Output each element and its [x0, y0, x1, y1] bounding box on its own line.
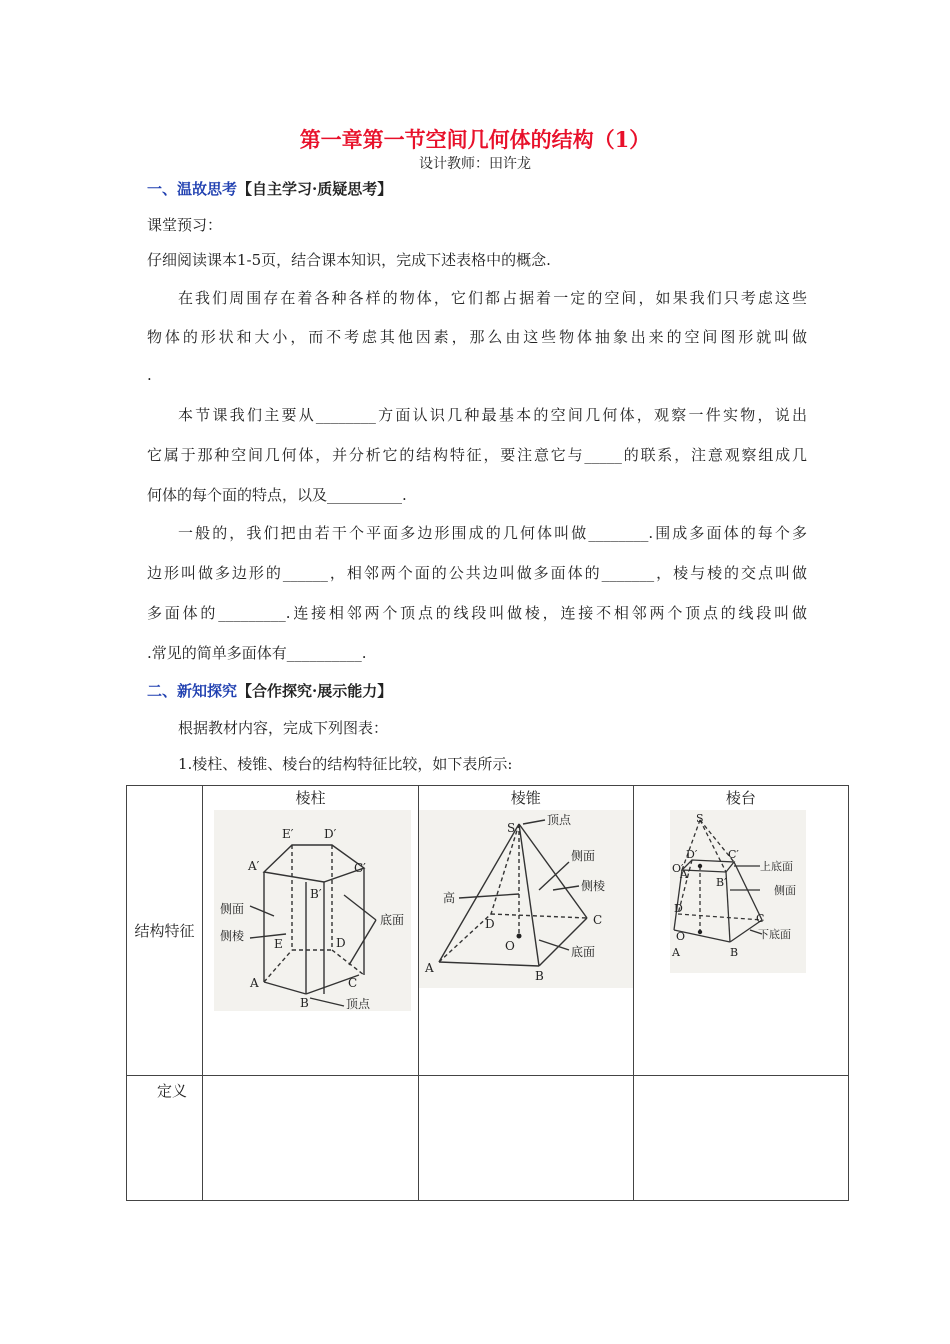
section-1-number: 一、温故思考: [147, 180, 238, 198]
frustum-label: D′: [685, 848, 698, 861]
pyramid-label: C: [592, 913, 602, 927]
prism-label: 侧棱: [220, 929, 245, 943]
frustum-header: 棱台: [725, 789, 756, 807]
section-2-tag: 【合作探究·展示能力】: [237, 682, 393, 700]
paragraph-2-line-3: 何体的每个面的特点，以及__________.: [147, 486, 407, 504]
pyramid-diagram: [419, 810, 633, 988]
prism-label: 侧面: [220, 902, 245, 916]
pyramid-label: 侧面: [570, 849, 595, 863]
section-2-heading: [147, 680, 392, 701]
frustum-diagram: [670, 810, 806, 973]
frustum-label: C: [755, 912, 765, 925]
pyramid-label: O: [504, 939, 515, 953]
reading-instruction: 仔细阅读课本1-5页，结合课本知识，完成下述表格中的概念.: [147, 251, 551, 269]
frustum-figure: [670, 810, 806, 973]
pyramid-label: A: [424, 961, 434, 975]
frustum-label: 侧面: [773, 884, 796, 897]
section-2-number: 二、新知探究: [147, 682, 238, 700]
frustum-definition-cell[interactable]: [633, 1076, 848, 1201]
table-row: [127, 1076, 849, 1201]
paragraph-3-line-4: .常见的简单多面体有__________.: [147, 644, 367, 662]
paragraph-1-line-1: 在我们周围存在着各种各样的物体，它们都占据着一定的空间，如果我们只考虑这些: [178, 289, 807, 307]
pyramid-label: D: [484, 917, 495, 931]
prism-label: B′: [310, 887, 322, 901]
prism-label: A′: [248, 859, 260, 873]
row-label-definition: 定义: [127, 1076, 203, 1201]
frustum-label: B: [729, 946, 738, 959]
row-label-structure: 结构特征: [127, 786, 203, 1076]
prism-label: B: [300, 996, 309, 1010]
frustum-label: 下底面: [757, 928, 791, 941]
paragraph-3-line-2: 边形叫做多边形的______，相邻两个面的公共边叫做多面体的_______，棱与棱的交点叫做: [147, 564, 807, 582]
paragraph-2-line-2: 它属于那种空间几何体，并分析它的结构特征，要注意它与_____的联系，注意观察组成几: [147, 446, 807, 464]
pyramid-definition-cell[interactable]: [418, 1076, 633, 1201]
frustum-label: 上底面: [759, 860, 793, 873]
section-2-item-1: 1.棱柱、棱锥、棱台的结构特征比较，如下表所示:: [178, 755, 513, 773]
designer-teacher: 设计教师：田许龙: [419, 156, 531, 172]
paragraph-3-line-3: 多面体的_________.连接相邻两个顶点的线段叫做棱，连接不相邻两个顶点的线段叫做: [147, 604, 807, 622]
prism-diagram: [214, 810, 411, 1011]
page-title: 第一章第一节空间几何体的结构（1）: [299, 127, 651, 152]
frustum-label: C′: [727, 848, 739, 861]
prism-figure: [214, 810, 411, 1011]
frustum-label: A′: [679, 868, 691, 881]
prism-label: A: [250, 976, 259, 990]
pyramid-label: 底面: [570, 945, 595, 959]
prism-label: 底面: [380, 913, 405, 927]
frustum-cell: [633, 786, 848, 1076]
pyramid-label: S: [506, 821, 516, 835]
prism-label: E′: [282, 827, 294, 841]
preview-label: 课堂预习：: [147, 216, 223, 234]
prism-label: D: [336, 936, 346, 950]
prism-label: E: [274, 937, 283, 951]
pyramid-label: 侧棱: [580, 879, 605, 893]
pyramid-header: 棱锥: [510, 789, 541, 807]
frustum-label: O′: [671, 862, 684, 875]
section-2-intro: 根据教材内容，完成下列图表：: [178, 719, 389, 737]
prism-header: 棱柱: [295, 789, 326, 807]
paragraph-2-line-1: 本节课我们主要从________方面认识几种最基本的空间几何体，观察一件实物，说出: [178, 406, 807, 424]
section-1-heading: [147, 178, 392, 199]
prism-label: D′: [324, 827, 337, 841]
prism-label: C: [348, 976, 358, 990]
pyramid-figure: [419, 810, 633, 988]
prism-cell: [203, 786, 419, 1076]
paragraph-1-line-3: .: [147, 366, 152, 384]
paragraph-1-line-2: 物体的形状和大小，而不考虑其他因素，那么由这些物体抽象出来的空间图形就叫做: [147, 328, 807, 346]
prism-label: C′: [354, 861, 367, 875]
table-row: [127, 786, 849, 1076]
pyramid-cell: [418, 786, 633, 1076]
frustum-label: A: [671, 946, 680, 959]
frustum-label: S: [695, 812, 704, 825]
comparison-table: [126, 785, 849, 1201]
pyramid-label: 顶点: [546, 813, 571, 827]
paragraph-3-line-1: 一般的，我们把由若干个平面多边形围成的几何体叫做________.围成多面体的每个多: [178, 524, 807, 542]
frustum-label: D: [673, 902, 683, 915]
pyramid-label: B: [534, 969, 544, 983]
frustum-label: O: [675, 930, 685, 943]
frustum-label: B′: [715, 876, 727, 889]
section-1-tag: 【自主学习·质疑思考】: [237, 180, 393, 198]
prism-top-face: [264, 845, 367, 882]
prism-definition-cell[interactable]: [203, 1076, 419, 1201]
pyramid-label: 高: [442, 891, 455, 905]
prism-label: 顶点: [346, 997, 371, 1011]
